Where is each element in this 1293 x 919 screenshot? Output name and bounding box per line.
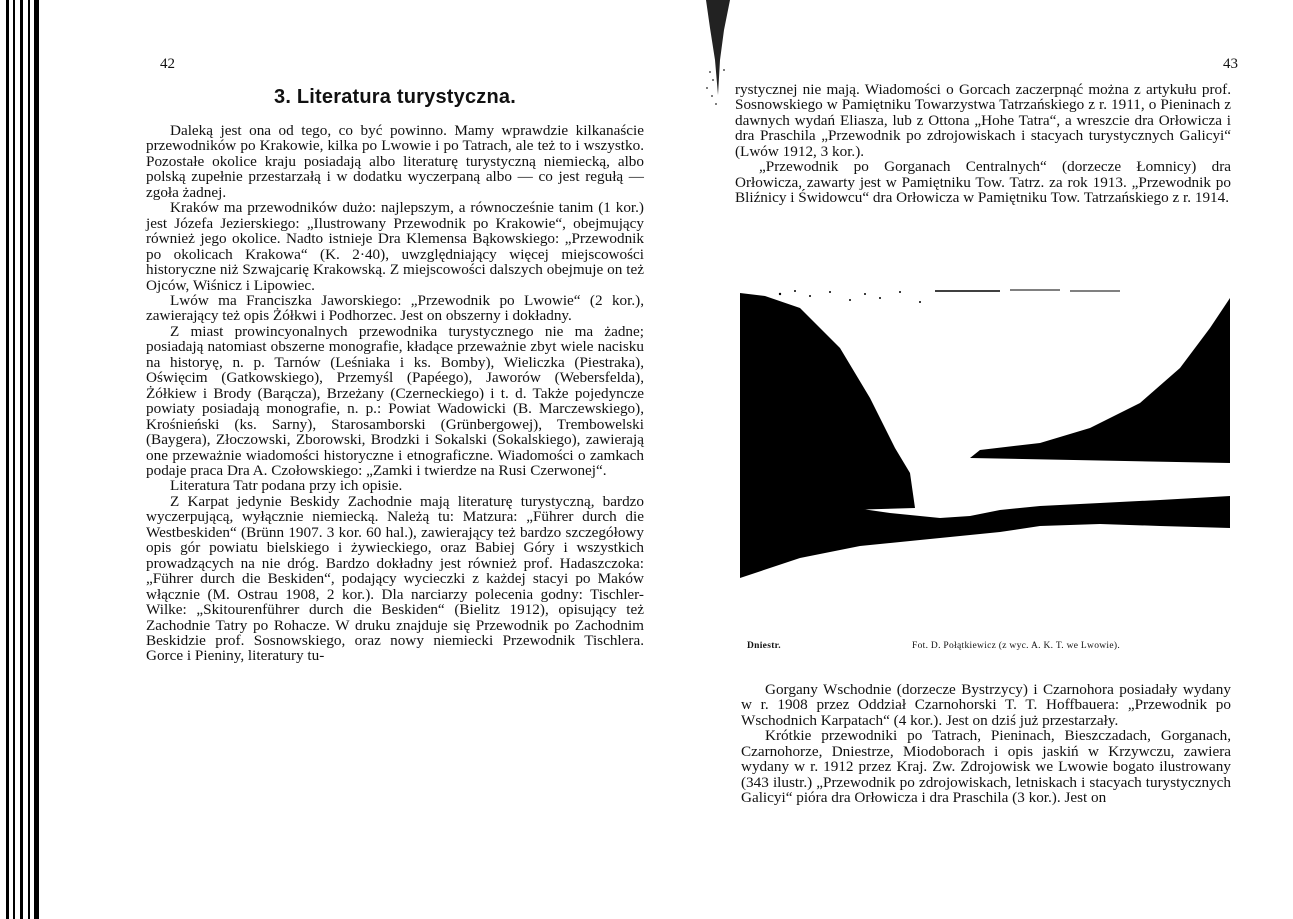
paragraph: Kraków ma przewodników dużo: najlepszym, a równocześnie tanim (1 kor.) jest Józefa Jezierskiego: „Ilustrowany Przewodnik po Krakowie“, obejmujący również jego okolice. Nadto istnieje Dra Klemensa Bąkowskiego: „Przewodnik po okolicach Krakowa“ (K. 2·40), uwzględniający więcej miejscowości historyczne niż Szwajcarię Krakowską. Z miejscowości dalszych obejmuje on też Ojców, Wiśnicz i Lipowiec. <box>146 199 644 294</box>
left-page <box>40 0 650 919</box>
right-body-text-top <box>735 82 1231 206</box>
paragraph: Z miast prowincyonalnych przewodnika turystycznego nie ma żadne; posiadają natomiast obszerne monografie, kładące przeważnie zbyt wiele nacisku na historyę, n. p. Tarnów (Leśniaka i ks. Bomby), Wieliczka (Piestraka), Oświęcim (Gatkowskiego), Przemyśl (Papéego), Jaworów (Webersfelda), Żółkiew i Brody (Barącza), Brzeżany (Czerneckiego) i t. d. Także pojedyncze powiaty posiadają monografie, n. p.: Powiat Wadowicki (B. Marczewskiego), Krośnieński (ks. Sarny), Starosamborski (Grünbergowej), Trembowelski (Baygera), Złoczowski, Zborowski, Brodzki i Sokalski (Sokalskiego), zawierają one przeważnie wiadomości historyczne i etnograficzne. Wiadomości o zamkach podaje praca Dra A. Czołowskiego: „Zamki i twierdze na Rusi Czerwonej“. <box>146 322 644 479</box>
left-body-text <box>146 123 644 664</box>
photo-caption-title: Dniestr. <box>747 641 781 651</box>
paragraph: Lwów ma Franciszka Jaworskiego: „Przewodnik po Lwowie“ (2 kor.), zawierający też opis Żółkwi i Podhorzec. Jest on obszerny i dokładny. <box>146 291 644 325</box>
paragraph: Z Karpat jedynie Beskidy Zachodnie mają literaturę turystyczną, bardzo wyczerpującą, wyłącznie niemiecką. Należą tu: Matzura: „Führer durch die Westbeskiden“ (Brünn 1907. 3 kor. 60 hal.), zawierający też bardzo szczegółowy opis gór powiatu bielskiego i żywieckiego, oraz Babiej Góry i wszystkich prowadzących na nie dróg. Bardzo dokładny jest również prof. Hadaszczoka: „Führer durch die Beskiden“, podający wycieczki z każdej stacyi po Maków włącznie (M. Ostrau 1908, 2 kor.). Dla narciarzy polecenia godny: Tischler-Wilke: „Skitourenführer durch die Beskiden“ (Bielitz 1912), opisujący też Zachodnie Tatry po Rohacze. W druku znajduje się Przewodnik po Zachodnim Beskidzie prof. Sosnowskiego, oraz nowy niemiecki Przewodnik Tischlera. Gorce i Pieniny, literatury tu- <box>146 492 644 665</box>
paragraph: Gorgany Wschodnie (dorzecze Bystrzycy) i Czarnohora posiadały wydany w r. 1908 przez Oddział Czarnohorski T. T. Hoffbauera: „Przewodnik po Wschodnich Karpatach“ (4 kor.). Jest on dziś już przestarzały. <box>741 681 1231 729</box>
dniestr-river-photo <box>740 288 1230 618</box>
page-number: 42 <box>160 56 175 72</box>
paragraph: Literatura Tatr podana przy ich opisie. <box>170 477 403 495</box>
right-body-text-bottom <box>741 682 1231 806</box>
heading-wrapper <box>146 0 644 120</box>
section-heading: 3. Literatura turystyczna. <box>274 86 516 108</box>
paragraph: „Przewodnik po Gorganach Centralnych“ (dorzecze Łomnicy) dra Orłowicza, zawarty jest w Pamiętniku Tow. Tatrz. za rok 1913. „Przewodnik po Bliźnicy i Świdowcu“ dra Orłowicza w Pamiętniku Tow. Tatrzańskiego z r. 1914. <box>735 158 1231 207</box>
paragraph: rystycznej nie mają. Wiadomości o Gorcach zaczerpnąć można z artykułu prof. Sosnowskiego w Pamiętniku Towarzystwa Tatrzańskiego z r. 1911, o Pieninach z dawnych wydań Eliasza, lub z Ottona „Hohe Tatra“, a wreszcie dra Orłowicza i dra Praschila „Przewodnik po zdrojowiskach i stacyach turystycznych Galicyi“ (Lwów 1912, 3 kor.). <box>735 81 1231 160</box>
paragraph: Krótkie przewodniki po Tatrach, Pieninach, Bieszczadach, Gorganach, Czarnohorze, Dniestrze, Miodoborach i opis jaskiń w Krzywczu, zawiera wydany w r. 1912 przez Kraj. Zw. Zdrojowisk we Lwowie bogato ilustrowany (343 ilustr.) „Przewodnik po zdrojowiskach, letniskach i stacyach turystycznych Galicyi“ pióra dra Orłowicza i dra Praschila (3 kor.). Jest on <box>741 727 1231 807</box>
photo-caption-credit: Fot. D. Połątkiewicz (z wyc. A. K. T. we Lwowie). <box>912 641 1121 651</box>
book-binding-edge <box>0 0 42 919</box>
paragraph: Daleką jest ona od tego, co być powinno. Mamy wprawdzie kilkanaście przewodników po Krakowie, kilka po Lwowie i po Tatrach, ale też to i wszystko. Pozostałe okolice kraju posiadają albo literaturę turystyczną niemiecką, albo polską zupełnie przestarzałą i w dodatku wyczerpaną albo — co jest regułą — zgoła żadnej. <box>146 122 644 201</box>
page-number: 43 <box>1223 56 1238 72</box>
